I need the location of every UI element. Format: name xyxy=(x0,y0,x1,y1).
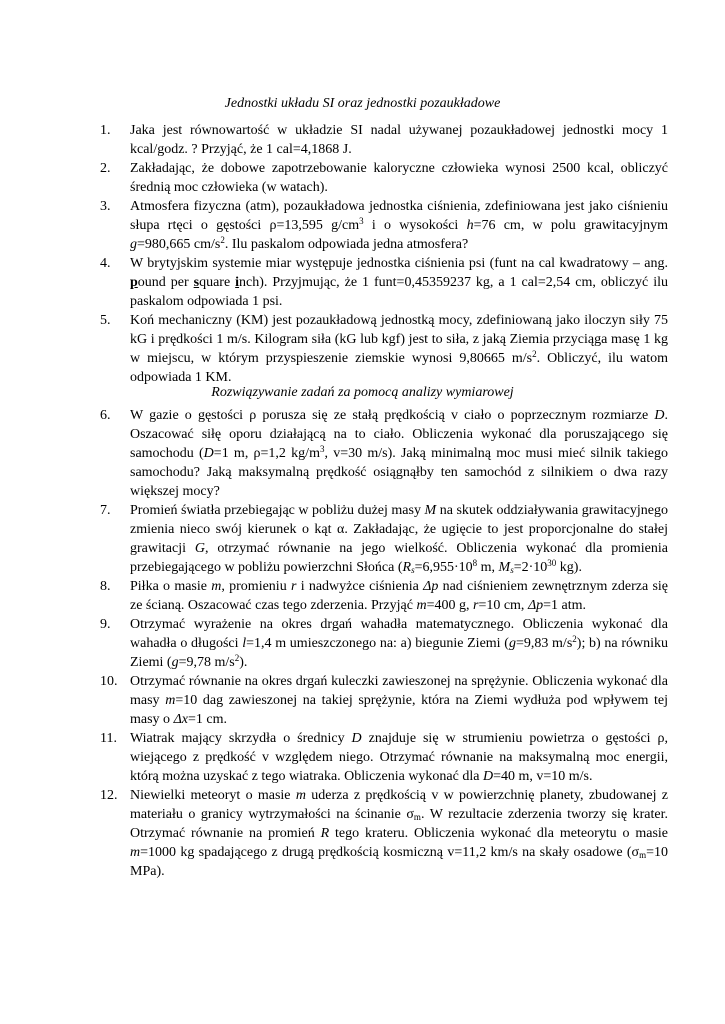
exercise-number: 5. xyxy=(100,313,111,328)
exercise-text: Otrzymać wyrażenie na okres drgań wahadła matematycznego. Obliczenia wykonać dla wahadła o długości l=1,4 m umieszczonego na: a) biegunie Ziemi (g=9,83 $m/s^2$); b) na równiku Ziemi (g=9,78 $m/s^2$). xyxy=(130,617,668,670)
exercise-text: W gazie o gęstości ρ porusza się ze stałą prędkością v ciało o poprzecznym rozmiarze D. Oszacować siłę oporu działającą na to ciało. Obliczenia wykonać dla poruszającego się samochodu (D=1 m, ρ=1,2 $kg/m^3$, v=30 m/s). Jaką minimalną moc musi mieć silnik takiego samochodu? Jaką maksymalną prędkość osiągnąłby ten samochód z silnikiem o dwa razy większej mocy? xyxy=(130,408,668,499)
section-heading-si-units: Jednostki układu SI oraz jednostki pozaukładowe xyxy=(224,96,501,111)
exercise-text: Piłka o masie m, promieniu r i nadwyżce ciśnienia Δp nad ciśnieniem zewnętrznym zderza się ze ścianą. Oszacować czas tego zderzenia. Przyjąć m=400 g, r=10 cm, Δp=1 atm. xyxy=(130,579,669,613)
exercise-item xyxy=(100,197,668,254)
exercise-text: Koń mechaniczny (KM) jest pozaukładową jednostką mocy, zdefiniowaną jako iloczyn siły 75 kG i prędkości 1 m/s. Kilogram siła (kG lub kgf) jest to siła, z jaką Ziemia przyciąga masę 1 kg w miejscu, w którym przyspieszenie ziemskie wynosi 9,80665 $m/s^2$. Obliczyć, ilu watom odpowiada 1 KM. xyxy=(130,313,668,385)
exercise-text: W brytyjskim systemie miar występuje jednostka ciśnienia psi (funt na cal kwadratowy – ang. pound per square inch). Przyjmując, że 1 funt=0,45359237 kg, a 1 cal=2,54 cm, obliczyć ilu paskalom odpowiada 1 psi. xyxy=(130,256,668,309)
exercise-number: 4. xyxy=(100,256,111,271)
exercise-item xyxy=(100,615,668,672)
exercise-item xyxy=(100,786,668,881)
exercise-item xyxy=(100,311,668,387)
exercise-item xyxy=(100,577,668,615)
exercise-list-dimensional xyxy=(100,406,668,881)
exercise-item xyxy=(100,121,668,159)
exercise-item xyxy=(100,159,668,197)
exercise-text: Otrzymać równanie na okres drgań kuleczki zawieszonej na sprężynie. Obliczenia wykonać dla masy m=10 dag zawieszonej na takiej sprężynie, która na Ziemi wydłuża pod wpływem tej masy o Δx=1 cm. xyxy=(130,674,668,727)
exercise-item xyxy=(100,501,668,577)
exercise-number: 6. xyxy=(100,408,111,423)
exercise-text: Wiatrak mający skrzydła o średnicy D znajduje się w strumieniu powietrza o gęstości ρ, wiejącego z prędkość v względem niego. Otrzymać równanie na maksymalną moc energii, którą można uzyskać z tego wiatraka. Obliczenia wykonać dla D=40 m, v=10 m/s. xyxy=(130,731,668,784)
exercise-number: 11. xyxy=(100,731,117,746)
exercise-number: 12. xyxy=(100,788,118,803)
exercise-text: Niewielki meteoryt o masie m uderza z prędkością v w powierzchnię planety, zbudowanej z materiału o granicy wytrzymałości na ścinanie $\sigma_m$. W rezultacie zderzenia tworzy się krater. Otrzymać równanie na promień R tego krateru. Obliczenia wykonać dla meteorytu o masie m=1000 kg spadającego z drugą prędkością kosmiczną v=11,2 km/s na skały osadowe ($\sigma_m=10$ MPa). xyxy=(130,788,669,879)
exercise-item xyxy=(100,729,668,786)
section-heading-dimensional-analysis: Rozwiązywanie zadań za pomocą analizy wymiarowej xyxy=(211,385,514,400)
exercise-number: 10. xyxy=(100,674,118,689)
exercise-text: Atmosfera fizyczna (atm), pozaukładowa jednostka ciśnienia, zdefiniowana jest jako ciśnieniu słupa rtęci o gęstości ρ=13,595 $g/cm^3$ i o wysokości h=76 cm, w polu grawitacyjnym g=980,665 $cm/s^2$. Ilu paskalom odpowiada jedna atmosfera? xyxy=(130,199,669,252)
exercise-item xyxy=(100,406,668,501)
exercise-number: 3. xyxy=(100,199,111,214)
exercise-text: Zakładając, że dobowe zapotrzebowanie kaloryczne człowieka wynosi 2500 kcal, obliczyć średnią moc człowieka (w watach). xyxy=(130,161,668,195)
exercise-number: 8. xyxy=(100,579,111,594)
exercise-item xyxy=(100,672,668,729)
exercise-number: 2. xyxy=(100,161,111,176)
exercise-text: Jaka jest równowartość w układzie SI nadal używanej pozaukładowej jednostki mocy 1 kcal/godz. ? Przyjąć, że 1 cal=4,1868 J. xyxy=(130,123,668,157)
exercise-text: Promień światła przebiegając w pobliżu dużej masy M na skutek oddziaływania grawitacyjnego zmienia nieco swój kierunek o kąt α. Zakładając, że ugięcie to jest proporcjonalne do stałej grawitacji G, otrzymać równanie na jego wielkość. Obliczenia wykonać dla promienia przebiegającego w pobliżu powierzchni Słońca ($R_s=6,955\cdot 10^8$ m, $M_s=2\cdot 10^{30}$ kg). xyxy=(130,503,669,575)
exercise-number: 1. xyxy=(100,123,111,138)
exercise-item xyxy=(100,254,668,311)
exercise-list-units xyxy=(100,121,668,387)
exercise-number: 7. xyxy=(100,503,111,518)
exercise-number: 9. xyxy=(100,617,111,632)
